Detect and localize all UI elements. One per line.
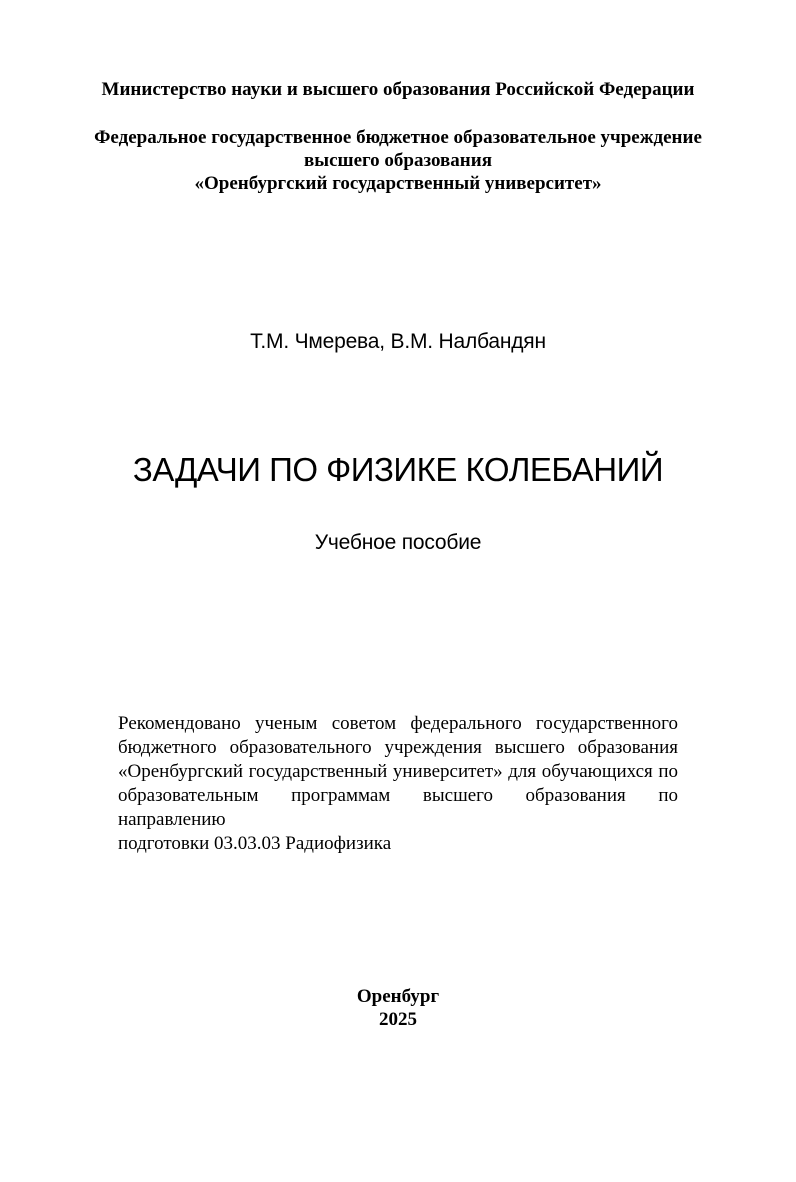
institution-name <box>0 126 796 195</box>
recommendation-line-2: бюджетного образовательного учреждения высшего образования <box>118 737 678 758</box>
recommendation-line-1: Рекомендовано ученым советом федерального государственного <box>118 713 678 734</box>
publication-year: 2025 <box>379 1009 417 1030</box>
recommendation-line-3: «Оренбургский государственный университет» для обучающихся по <box>118 761 678 782</box>
recommendation-line-4: образовательным программам высшего образования по направлению <box>118 785 678 830</box>
book-title: ЗАДАЧИ ПО ФИЗИКЕ КОЛЕБАНИЙ <box>132 451 664 488</box>
publication-city: Оренбург <box>356 986 440 1007</box>
book-subtitle: Учебное пособие <box>314 531 482 554</box>
institution-line-3: «Оренбургский государственный университет» <box>194 173 602 194</box>
recommendation-line-5: подготовки 03.03.03 Радиофизика <box>118 833 392 854</box>
authors: Т.М. Чмерева, В.М. Налбандян <box>250 330 546 353</box>
ministry-name: Министерство науки и высшего образования Российской Федерации <box>101 79 695 100</box>
recommendation-text <box>118 712 678 856</box>
institution-line-2: высшего образования <box>304 150 492 171</box>
institution-line-1: Федеральное государственное бюджетное образовательное учреждение <box>94 127 702 148</box>
